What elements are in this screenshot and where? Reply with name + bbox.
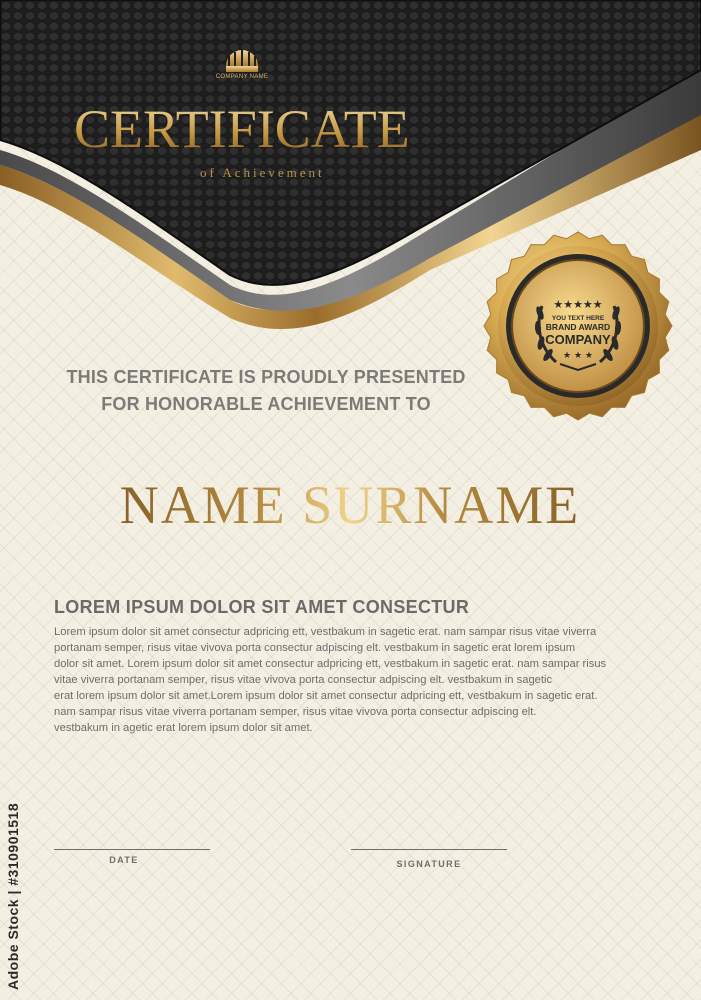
certificate-title: CERTIFICATE — [74, 99, 410, 159]
body-line: nam sampar risus vitae viverra portanam semper, risus vitae vivova porta consectur adpiscing elt. — [54, 706, 537, 718]
certificate-subtitle: of Achievement — [200, 165, 325, 180]
seal-line-2: BRAND AWARD — [545, 322, 611, 332]
body-line: Lorem ipsum dolor sit amet consectur adpricing ett, vestbakum in sagetic erat. nam sampar risus vitae viverra — [54, 626, 597, 638]
seal-line-3: COMPANY — [545, 332, 611, 347]
recipient-name: NAME SURNAME — [40, 478, 660, 532]
presented-text — [40, 364, 492, 418]
body-line: erat lorem ipsum dolor sit amet.Lorem ipsum dolor sit amet consectur adpricing ett, vestbakum in sagetic erat. — [54, 690, 598, 702]
presented-line-1: THIS CERTIFICATE IS PROUDLY PRESENTED — [66, 367, 466, 387]
body-line: portanam semper, risus vitae vivova porta consectur adpiscing elt. vestbakum in sagetic erat lorem ipsum — [54, 642, 576, 654]
seal-stars-bottom: ★ ★ ★ — [563, 351, 593, 361]
company-logo-icon — [214, 44, 270, 92]
presented-line-2: FOR HONORABLE ACHIEVEMENT TO — [101, 394, 431, 414]
body-line: dolor sit amet. Lorem ipsum dolor sit amet consectur adpricing ett, vestbakum in sagetic erat. nam sampar risus — [54, 658, 607, 670]
signature-label: SIGNATURE — [396, 859, 462, 869]
award-seal — [480, 228, 676, 424]
seal-stars-top: ★★★★★ — [553, 298, 603, 311]
body-line: vitae viverra portanam semper, risus vitae vivova porta consectur adpiscing elt. vestbakum in sagetic — [54, 674, 553, 686]
body-line: vestbakum in agetic erat lorem ipsum dolor sit amet. — [54, 722, 313, 734]
body-paragraph — [54, 624, 634, 736]
signature-line — [351, 849, 507, 850]
stock-watermark: Adobe Stock | #310901518 — [5, 802, 21, 990]
date-line — [54, 849, 210, 850]
seal-line-1: YOU TEXT HERE — [551, 315, 605, 322]
company-name: COMPANY NAME — [215, 74, 269, 80]
date-label: DATE — [109, 855, 139, 865]
body-heading: LOREM IPSUM DOLOR SIT AMET CONSECTUR — [54, 597, 470, 617]
